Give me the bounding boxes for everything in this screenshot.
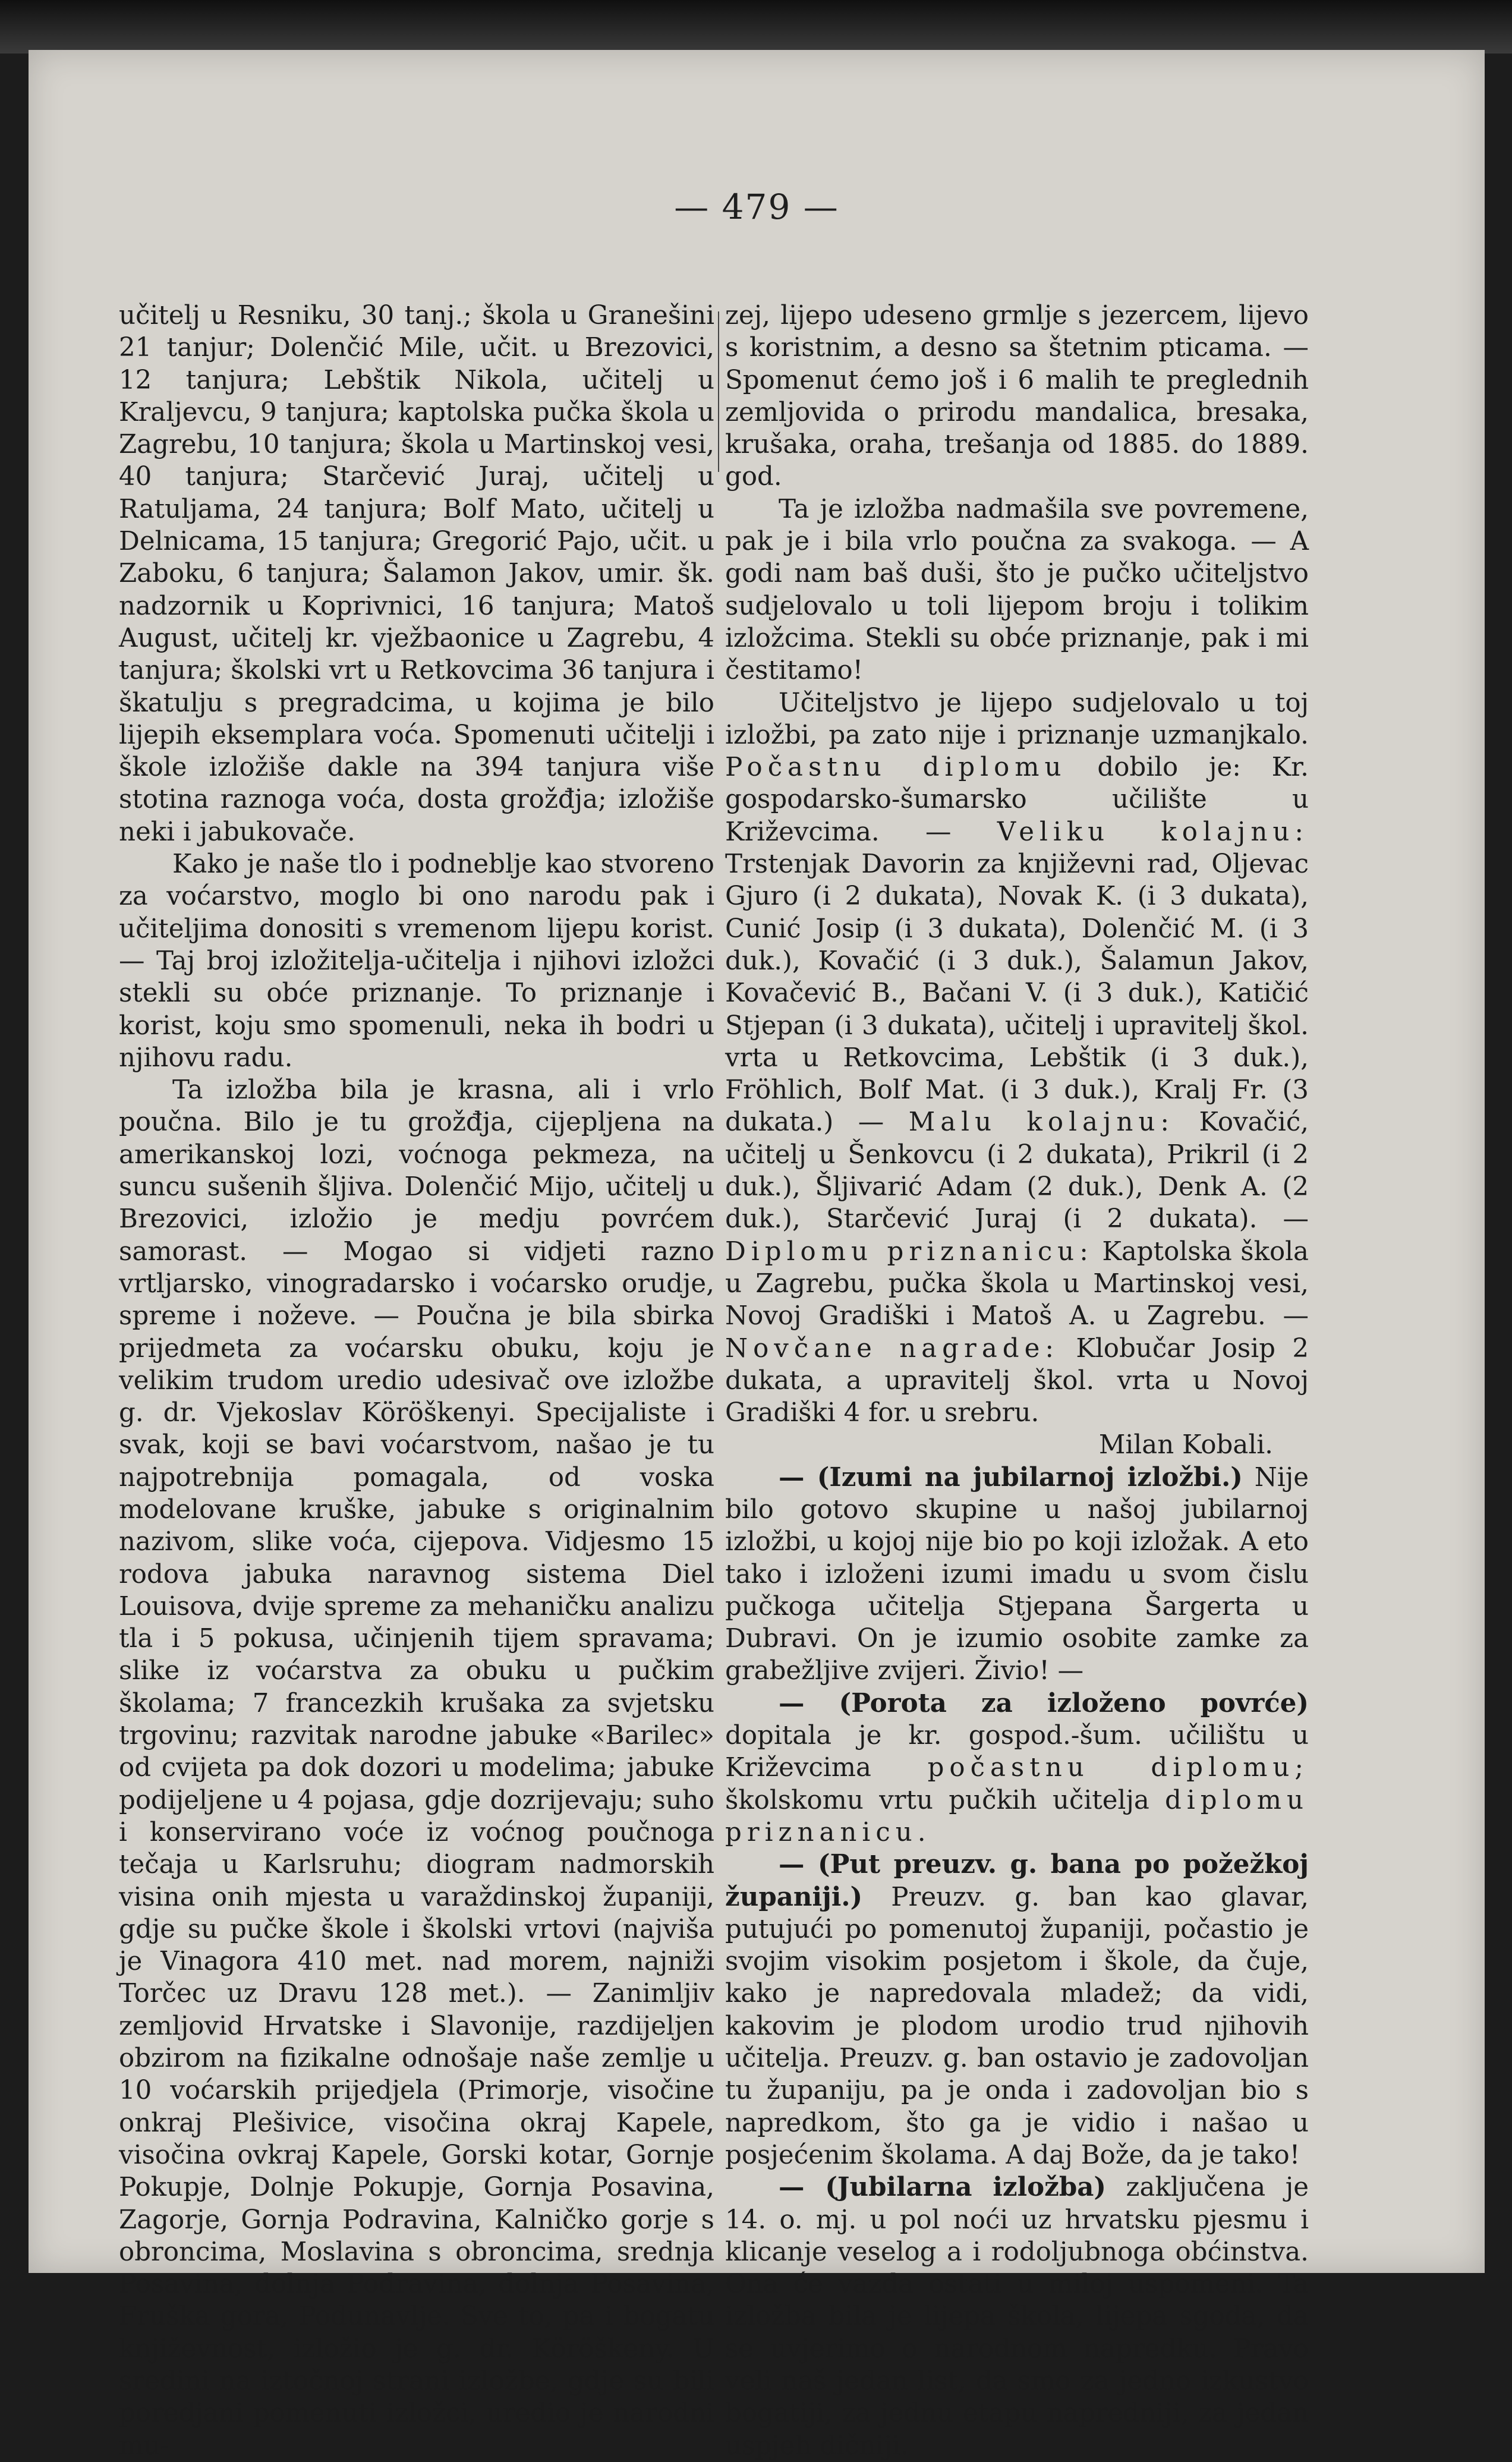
right-paragraph-2: Ta je izložba nadmašila sve povremene, pak je i bila vrlo poučna za svakoga. — A godi nam baš duši, što je pučko učiteljstvo sudjelovalo u toli lijepom broju i tolikim izložcima. Stekli su obće priznanje, pak i mi čestitamo!: [725, 494, 1309, 686]
news-exhibition-closed-title: — (Jubilarna izložba): [779, 2172, 1107, 2203]
awards-paragraph: [725, 687, 1309, 1430]
news-jury-title: — (Porota za izloženo povrće): [779, 1687, 1309, 1718]
award-recognition-diploma: Diplomu priznanicu:: [725, 1236, 1094, 1267]
news-jury: [725, 1687, 1309, 1849]
left-paragraph-3: Ta izložba bila je krasna, ali i vrlo poučna. Bilo je tu grožđja, cijepljena na amerikanskoj lozi, voćnoga pekmeza, na suncu sušenih šljiva. Dolenčić Mijo, učitelj u Brezovici, izložio je medju povrćem samorast. — Mogao si vidjeti razno vrtljarsko, vinogradarsko i voćarsko orudje, spreme i noževe. — Poučna je bila sbirka prijedmeta za voćarsku obuku, koju je velikim trudom uredio udesivač ove izložbe g. dr. Vjekoslav Köröškenyi. Specijaliste i svak, koji se bavi voćarstvom, našao je tu najpotrebnija pomagala, od voska modelovane kruške, jabuke s originalnim nazivom, slike voća, cijepova. Vidjesmo 15 rodova jabuka naravnog sistema Diel Louisova, dvije spreme za mehaničku analizu tla i 5 pokusa, učinjenih tijem spravama; slike iz voćarstva za obuku u pučkim školama; 7 francezkih krušaka za svjetsku trgovinu; razvitak narodne jabuke «Barilec» od cvijeta pa dok dozori u modelima; jabuke podijeljene u 4 pojasa, gdje dozrijevaju; suho i konservirano voće iz voćnog poučnoga tečaja u Karlsruhu; diogram nadmorskih visina onih mjesta u varaždinskoj županiji, gdje su pučke škole i školski vrtovi (najviša je Vinagora 410 met. nad morem, najniži Torčec uz Dravu 128 met.). — Zanimljiv zemljovid Hrvatske i Slavonije, razdijeljen obzirom na fizikalne odnošaje naše zemlje u 10 voćarskih prijedjela (Primorje, visočine onkraj Plešivice, visočina okraj Kapele, visočina ovkraj Kapele, Gorski kotar, Gornje Pokupje, Dolnje Pokupje, Gornja Posavina, Zagorje, Gornja Podravina, Kalničko gorje s obroncima, Moslavina s obroncima, srednja Posavina, dolnja Podravina, dolnja Posavina, Fruška gora, Podunavlje. Sve to, pa i bogatu književnost, izložio je g. dr. Köröškeny. U sredini na iztočnoj strani izložbe, gdje su bili poredjani pomenuti izložci, uredio je narodni mu-: [119, 1075, 714, 2461]
award-cash-prizes: Novčane nagrade:: [725, 1333, 1060, 1364]
award-cash-prizes-recipients: Klobučar Josip 2 dukata, a upravitelj škol. vrta u Novoj Gradiški 4 for. u srebru.: [725, 1333, 1309, 1428]
right-column: [725, 300, 1309, 2462]
award-large-medal: Veliku kolajnu:: [997, 817, 1309, 847]
news-ban-visit: [725, 1849, 1309, 2171]
news-inventions-text: Nije bilo gotovo skupine u našoj jubilarnoj izložbi, u kojoj nije bio po koji izložak. A eto tako i izloženi izumi imadu u svom čislu pučkoga učitelja Stjepana Šargerta u Dubravi. On je izumio osobite zamke za grabežljive zvijeri. Živio! —: [725, 1462, 1309, 1686]
award-small-medal: Malu kolajnu:: [908, 1107, 1175, 1138]
left-paragraph-2: Kako je naše tlo i podneblje kao stvoreno za voćarstvo, moglo bi ono narodu pak i učiteljima donositi s vremenom lijepu korist. — Taj broj izložitelja-učitelja i njihovi izložci stekli su obće priznanje. To priznanje i korist, koju smo spomenuli, neka ih bodri u njihovu radu.: [119, 849, 714, 1073]
award-recognition-diploma-recipients: Kaptolska škola u Zagrebu, pučka škola u Martinskoj vesi, Novoj Gradiški i Matoš A. u Zagrebu. —: [725, 1236, 1309, 1331]
news-jury-text-a: dopitala je kr. gospod.-šum. učilištu u Križevcima: [725, 1721, 1309, 1783]
news-exhibition-closed-text: zaključena je 14. o. mj. u pol noći uz hrvatsku pjesmu i klicanje veselog a i rodoljubnoga obćinstva. Ona će vazda ostati u miloj uspomeni. Ta izložba bila je lijepa škola, lijepa sgoda, da se uvjerimo o narodnom napredku. Pravo veli naš jedan list, da smo za jedno izkustvo bogatiji, za jednu etapu napredniji, za jedan uspjeh dičniji.: [725, 2173, 1309, 2461]
left-paragraph-1: učitelj u Resniku, 30 tanj.; škola u Granešini 21 tanjur; Dolenčić Mile, učit. u Brezovici, 12 tanjura; Lebštik Nikola, učitelj u Kraljevcu, 9 tanjura; kaptolska pučka škola u Zagrebu, 10 tanjura; škola u Martinskoj vesi, 40 tanjura; Starčević Juraj, učitelj u Ratuljama, 24 tanjura; Bolf Mato, učitelj u Delnicama, 15 tanjura; Gregorić Pajo, učit. u Zaboku, 6 tanjura; Šalamon Jakov, umir. šk. nadzornik u Koprivnici, 16 tanjura; Matoš August, učitelj kr. vježbaonice u Zagrebu, 4 tanjura; školski vrt u Retkovcima 36 tanjura i škatulju s pregradcima, u kojima je bilo lijepih eksemplara voća. Spomenuti učitelji i škole izložiše dakle na 394 tanjura više stotina raznoga voća, dosta grožđja; izložiše neki i jabukovače.: [119, 301, 714, 847]
news-inventions: [725, 1462, 1309, 1687]
news-ban-visit-title: — (Put preuzv. g. bana po požežkoj županiji.): [725, 1849, 1309, 1912]
left-column: [119, 300, 714, 2462]
awards-intro: Učiteljstvo je lijepo sudjelovalo u toj izložbi, pa zato nije i priznanje uzmanjkalo.: [725, 688, 1309, 750]
news-inventions-title: — (Izumi na jubilarnoj izložbi.): [779, 1462, 1243, 1493]
scan-frame: [0, 0, 1512, 53]
news-exhibition-closed: [725, 2171, 1309, 2462]
book-page: [29, 50, 1485, 2461]
award-large-medal-recipients: Trstenjak Davorin za književni rad, Oljevac Gjuro (i 2 dukata), Novak K. (i 3 dukata), Cunić Josip (i 3 dukata), Dolenčić M. (i 3 duk.), Kovačić (i 3 duk.), Šalamun Jakov, Kovačević B., Bačani V. (i 3 duk.), Katičić Stjepan (i 3 dukata), učitelj i upravitelj škol. vrta u Retkovcima, Lebštik (i 3 duk.), Fröhlich, Bolf Mat. (i 3 duk.), Kralj Fr. (3 dukata.) —: [725, 849, 1309, 1138]
signature: Milan Kobali.: [1098, 1430, 1273, 1460]
news-jury-text-b: počastnu diplomu;: [927, 1753, 1309, 1783]
news-ban-visit-text: Preuzv. g. ban kao glavar, putujući po pomenutoj županiji, počastio je svojim visokim posjetom i škole, da čuje, kako je napredovala mladež; da vidi, kakovim je plodom urodio trud njihovih učitelja. Preuzv. g. ban ostavio je zadovoljan tu županiju, pa je onda i zadovoljan bio s napredkom, što ga je vidio i našao u posjećenim školama. A daj Bože, da je tako!: [725, 1882, 1309, 2170]
award-honorary-diploma-recipients: dobilo je: Kr. gospodarsko-šumarsko učilište u Križevcima. —: [725, 753, 1309, 847]
right-paragraph-1: zej, lijepo udeseno grmlje s jezercem, lijevo s koristnim, a desno sa štetnim pticama. — Spomenut ćemo još i 6 malih te preglednih zemljovida o prirodu mandalica, bresaka, krušaka, oraha, trešanja od 1885. do 1889. god.: [725, 301, 1309, 492]
award-honorary-diploma: Počastnu diplomu: [725, 753, 1067, 783]
column-divider: [718, 311, 719, 472]
page-number: — 479 —: [674, 187, 839, 227]
news-jury-text-c: školskomu vrtu pučkih učitelja: [725, 1785, 1149, 1815]
news-jury-text-d: diplomu priznanicu.: [725, 1785, 1309, 1847]
award-small-medal-recipients: Kovačić, učitelj u Šenkovcu (i 2 dukata), Prikril (i 2 duk.), Šljivarić Adam (2 duk.), Denk A. (2 duk.), Starčević Juraj (i 2 dukata). —: [725, 1107, 1309, 1235]
